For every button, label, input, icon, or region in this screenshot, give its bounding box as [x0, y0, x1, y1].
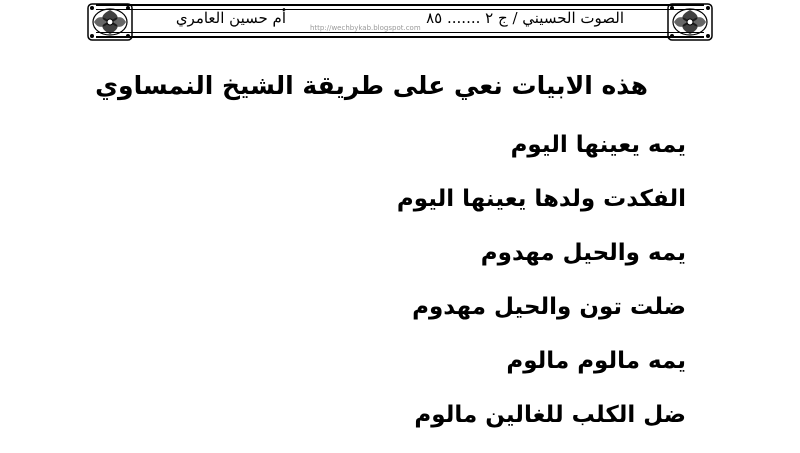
verse-line: ضل الكلب للغالين مالوم [414, 402, 686, 428]
verse-list [397, 118, 686, 442]
header-author: أم حسين العامري [175, 9, 286, 27]
verse-line: يمه مالوم مالوم [506, 348, 686, 374]
verse-line: ضلت تون والحيل مهدوم [412, 294, 686, 320]
floral-ornament-icon [664, 2, 716, 42]
header-watermark-url: http://wechbykab.blogspot.com [310, 24, 421, 32]
verse-line: الفكدت ولدها يعينها اليوم [396, 186, 686, 212]
floral-ornament-icon [84, 2, 136, 42]
page-title: هذه الابيات نعي على طريقة الشيخ النمساوي [95, 71, 648, 100]
verse-line: يمه والحيل مهدوم [480, 240, 686, 266]
header-book-title: الصوت الحسيني / ج ٢ ....... ٨٥ [426, 9, 624, 27]
verse-line: يمه يعينها اليوم [510, 132, 686, 158]
